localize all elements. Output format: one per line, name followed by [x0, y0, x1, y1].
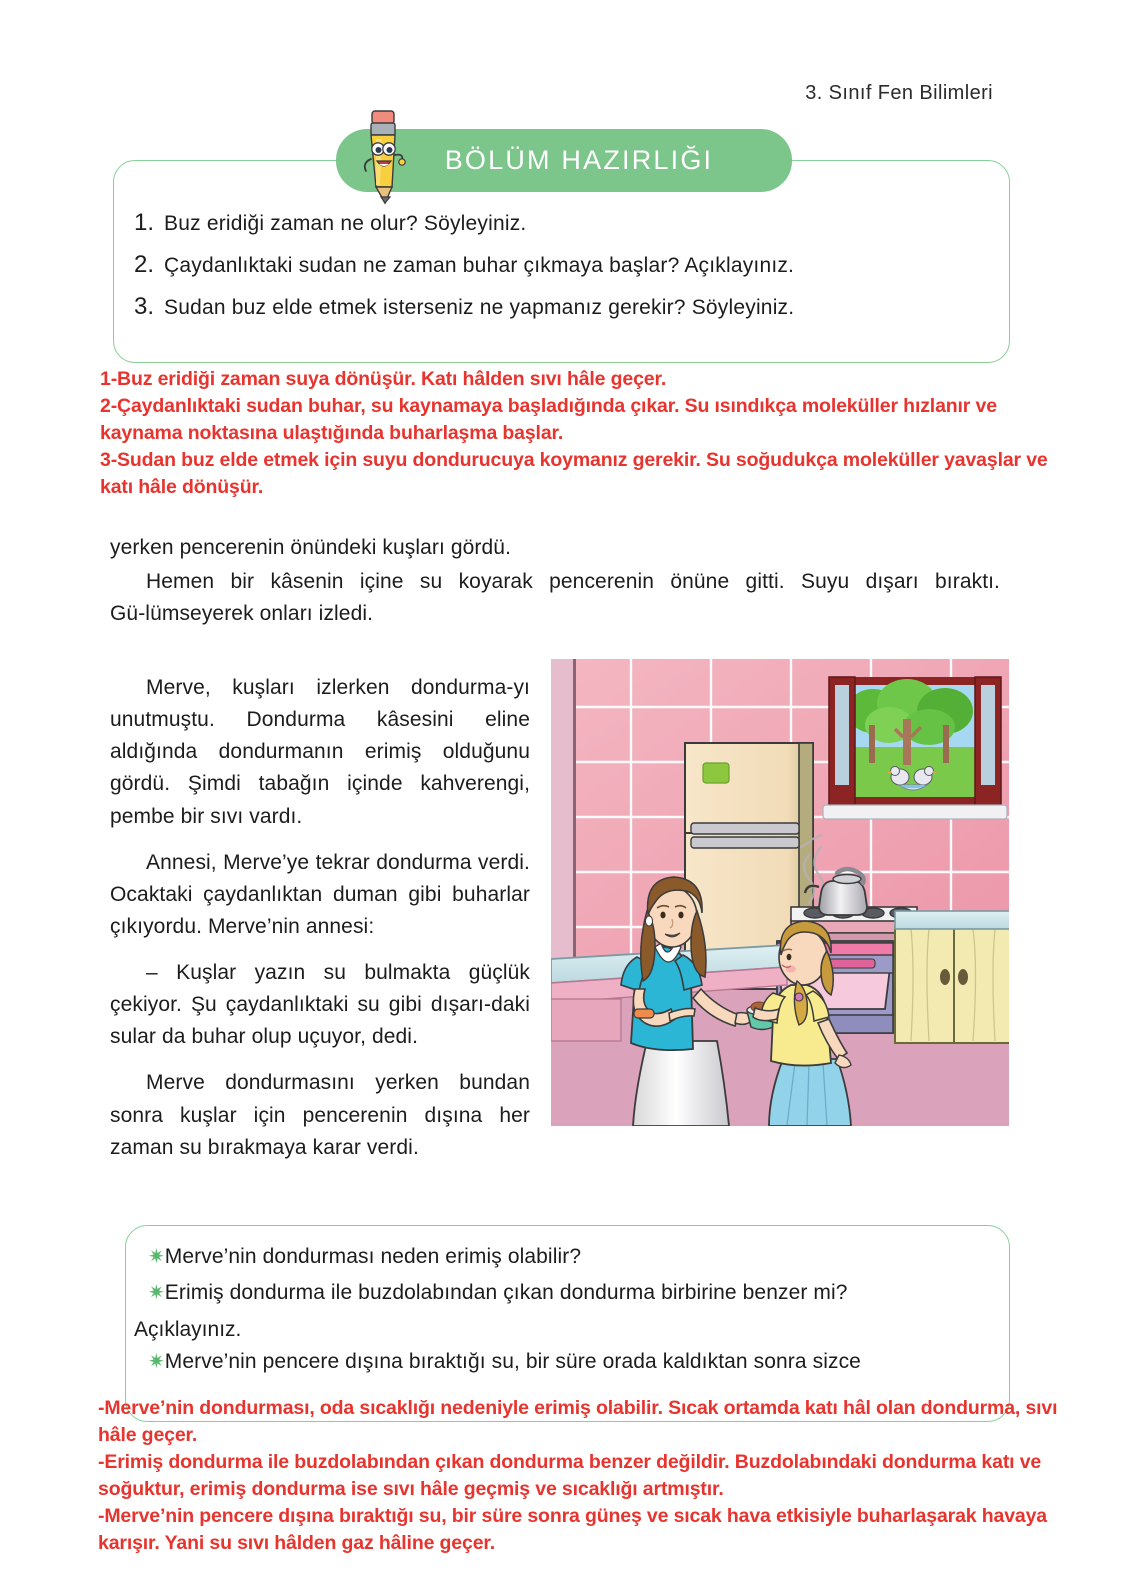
open-window — [823, 677, 1007, 819]
asterisk-bullet-icon: ✷ — [148, 1246, 165, 1268]
story-paragraph: Merve dondurmasını yerken bundan sonra kuşlar için pencerenin dışına her zaman su bırakmaya karar verdi. — [110, 1071, 530, 1159]
prep-question-item — [134, 293, 991, 321]
prep-question-number: 1. — [134, 209, 155, 236]
bolum-hazirligi-title: BÖLÜM HAZIRLIĞI — [444, 145, 714, 175]
pencil-mascot-icon — [352, 109, 412, 207]
asterisk-bullet-icon: ✷ — [148, 1351, 165, 1374]
story-paragraph: – Kuşlar yazın su bulmakta güçlük çekiyor. Şu çaydanlıktaki su gibi dışarı‑daki sular da buhar olup uçuyor, dedi. — [110, 961, 530, 1049]
green-magnet — [703, 763, 729, 783]
wall-cabinets — [895, 911, 1009, 1043]
prep-question-text: Çaydanlıktaki sudan ne zaman buhar çıkmaya başlar? Açıklayınız. — [164, 254, 795, 277]
red-answer-line: 1-Buz eridiği zaman suya dönüşür. Katı hâlden sıvı hâle geçer. — [100, 368, 667, 390]
story-column-paragraphs — [110, 672, 530, 1164]
prep-question-item — [134, 209, 991, 237]
earring — [646, 916, 653, 926]
story-paragraph: Hemen bir kâsenin içine su koyarak pencerenin önüne gitti. Suyu dışarı bıraktı. Gü‑lümseyerek onları izledi. — [110, 570, 1000, 626]
kitchen-scene-svg — [551, 659, 1009, 1126]
story-paragraph: yerken pencerenin önündeki kuşları gördü. — [110, 536, 512, 559]
reading-question-item — [134, 1242, 997, 1272]
reading-question-text: Merve’nin pencere dışına bıraktığı su, bir süre orada kaldıktan sonra sizce — [164, 1350, 861, 1374]
fridge-handle-top — [691, 823, 799, 834]
fridge-handle-bottom — [691, 837, 799, 848]
red-answer-line: 3-Sudan buz elde etmek için suyu dondurucuya koymanız gerekir. Su soğudukça moleküller yavaşlar ve katı hâle dönüşür. — [100, 448, 1053, 498]
cabinet-knob — [940, 969, 950, 985]
prep-question-text: Sudan buz elde etmek isterseniz ne yapmanız gerekir? Söyleyiniz. — [164, 296, 795, 319]
kitchen-scene-illustration — [551, 659, 1009, 1126]
asterisk-bullet-icon: ✷ — [148, 1282, 165, 1305]
red-answer-line: 2-Çaydanlıktaki sudan buhar, su kaynamaya başladığında çıkar. Su ısındıkça moleküller hızlanır ve kaynama noktasına ulaştığında buharlaşma başlar. — [100, 394, 1003, 444]
bottom-red-answer-block — [98, 1395, 1073, 1556]
reading-question-text: Merve’nin dondurması neden erimiş olabilir? — [164, 1245, 582, 1268]
top-red-answer-block — [100, 366, 1060, 501]
red-answer-line: -Erimiş dondurma ile buzdolabından çıkan dondurma benzer değildir. Buzdolabındaki dondurma katı ve soğuktur, erimiş dondurma ise sıvı hâle geçmiş ve sıcaklığı artmıştır. — [98, 1450, 1047, 1500]
bolum-hazirligi-box — [113, 145, 1010, 363]
page-header-subject: 3. Sınıf Fen Bilimleri — [805, 82, 993, 104]
reading-question-item — [134, 1278, 997, 1308]
reading-question-continuation: Açıklayınız. — [134, 1317, 242, 1341]
story-top-paragraphs — [110, 532, 1000, 632]
prep-question-item — [134, 251, 991, 279]
red-answer-line: -Merve’nin pencere dışına bıraktığı su, bir süre sonra güneş ve sıcak hava etkisiyle buharlaşarak havaya karışır. Yani su sıvı hâlden gaz hâline geçer. — [98, 1504, 1053, 1554]
red-answer-line: -Merve’nin dondurması, oda sıcaklığı nedeniyle erimiş olabilir. Sıcak ortamda katı hâl olan dondurma, sıvı hâle geçer. — [98, 1397, 1063, 1446]
reading-questions-list — [134, 1242, 997, 1384]
bracelet — [634, 1009, 654, 1018]
prep-question-list — [134, 209, 991, 335]
reading-question-text: Erimiş dondurma ile buzdolabından çıkan dondurma birbirine benzer mi? — [164, 1281, 848, 1305]
wall-left-strip — [551, 659, 573, 989]
story-paragraph: Annesi, Merve’ye tekrar dondurma verdi. Ocaktaki çaydanlıktan duman gibi buharlar çıkıyordu. Merve’nin annesi: — [110, 850, 530, 938]
hair-tie — [795, 993, 803, 1001]
prep-question-text: Buz eridiği zaman ne olur? Söyleyiniz. — [164, 212, 527, 235]
prep-question-number: 3. — [134, 293, 155, 320]
cabinet-knob — [958, 969, 968, 985]
reading-questions-box — [125, 1225, 1010, 1422]
reading-question-item — [134, 1347, 997, 1377]
prep-question-number: 2. — [134, 251, 155, 278]
story-paragraph: Merve, kuşları izlerken dondurma‑yı unutmuştu. Dondurma kâsesini eline aldığında dondurmanın erimiş olduğunu gördü. Şimdi tabağın içinde kahverengi, pembe bir sıvı vardı. — [110, 676, 530, 828]
